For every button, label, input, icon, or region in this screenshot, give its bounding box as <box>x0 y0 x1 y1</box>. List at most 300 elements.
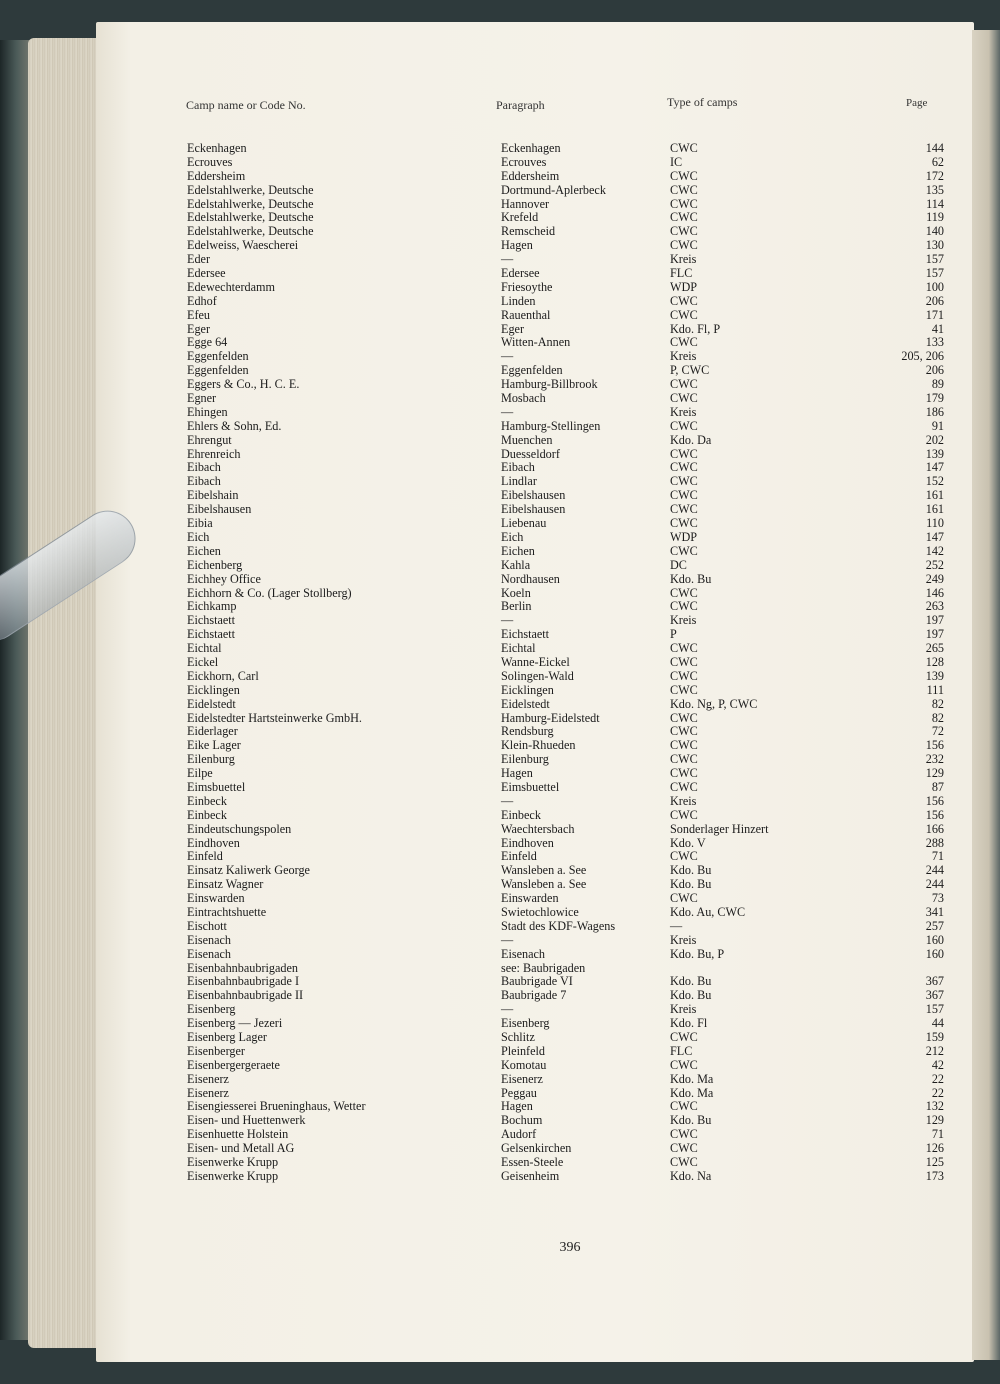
table-row <box>0 795 1000 809</box>
table-row <box>0 1017 1000 1031</box>
camp-type-cell: CWC <box>670 238 698 253</box>
page-ref-cell: 100 <box>925 279 944 294</box>
camp-name-cell: Egge 64 <box>187 335 228 350</box>
camp-name-cell: Eisenbahnbaubrigade II <box>187 988 304 1003</box>
page-ref-cell: 161 <box>925 488 944 503</box>
paragraph-cell: Waechtersbach <box>501 821 575 836</box>
paragraph-cell: Linden <box>501 293 536 308</box>
camp-type-cell: DC <box>670 557 687 572</box>
camp-type-cell: CWC <box>670 488 698 503</box>
table-row <box>0 1100 1000 1114</box>
camp-type-cell: Kdo. Bu, P <box>670 946 725 961</box>
table-row <box>0 684 1000 698</box>
paragraph-cell: Eggenfelden <box>501 363 563 378</box>
camp-name-cell: Eisenbahnbaubrigade I <box>187 974 300 989</box>
camp-name-cell: Eibelshain <box>187 488 239 503</box>
page-ref-cell: 140 <box>925 224 944 239</box>
table-row <box>0 614 1000 628</box>
table-row <box>0 962 1000 976</box>
table-row <box>0 239 1000 253</box>
camp-name-cell: Eggenfelden <box>187 363 249 378</box>
camp-name-cell: Edelstahlwerke, Deutsche <box>187 224 314 239</box>
paragraph-cell: Eisenerz <box>501 1071 543 1086</box>
table-row <box>0 336 1000 350</box>
camp-name-cell: Eindeutschungspolen <box>187 821 292 836</box>
table-row <box>0 975 1000 989</box>
table-row <box>0 1031 1000 1045</box>
column-header-page: Page <box>906 97 928 109</box>
table-row <box>0 934 1000 948</box>
camp-name-cell: Eisenberg Lager <box>187 1030 267 1044</box>
table-row <box>0 1142 1000 1156</box>
column-header-camp-name: Camp name or Code No. <box>186 98 306 112</box>
page-ref-cell: 130 <box>925 238 944 253</box>
page-ref-cell: 205, 206 <box>901 349 944 364</box>
page-ref-cell: 197 <box>925 613 944 628</box>
camp-type-cell: Kreis <box>670 404 697 419</box>
camp-type-cell: P, CWC <box>670 363 710 378</box>
page-ref-cell: 367 <box>925 974 944 989</box>
camp-name-cell: Edersee <box>187 266 226 281</box>
page-ref-cell: 249 <box>925 571 944 586</box>
table-row <box>0 142 1000 156</box>
paragraph-cell: Eichtal <box>501 641 536 656</box>
paragraph-cell: Witten-Annen <box>501 335 571 350</box>
camp-type-cell: CWC <box>670 377 698 392</box>
page-ref-cell: 114 <box>926 196 944 211</box>
paragraph-cell: Komotau <box>501 1057 547 1072</box>
table-row <box>0 573 1000 587</box>
table-row <box>0 628 1000 642</box>
page-ref-cell: 125 <box>925 1155 944 1170</box>
camp-name-cell: Edhof <box>187 293 217 308</box>
camp-type-cell: Kdo. Na <box>670 1168 712 1183</box>
camp-type-cell: CWC <box>670 585 698 600</box>
camp-type-cell: Kdo. Bu <box>670 974 712 989</box>
paragraph-cell: Eimsbuettel <box>501 779 560 794</box>
camp-name-cell: Eisenerz <box>187 1071 229 1086</box>
table-row <box>0 225 1000 239</box>
page-ref-cell: 132 <box>925 1099 944 1114</box>
camp-name-cell: Eilpe <box>187 766 213 781</box>
table-row <box>0 878 1000 892</box>
camp-name-cell: Eibach <box>187 474 221 489</box>
camp-name-cell: Eichkamp <box>187 599 237 614</box>
camp-name-cell: Eibelshausen <box>187 502 252 517</box>
camp-type-cell: Kdo. Bu <box>670 571 712 586</box>
table-row <box>0 211 1000 225</box>
table-row <box>0 1059 1000 1073</box>
table-row <box>0 781 1000 795</box>
paragraph-cell: Berlin <box>501 599 532 614</box>
page-ref-cell: 91 <box>931 418 944 433</box>
paragraph-cell: Eisenach <box>501 946 545 961</box>
table-row <box>0 198 1000 212</box>
page-ref-cell: 82 <box>931 696 944 711</box>
camp-name-cell: Eimsbuettel <box>187 779 246 794</box>
camp-type-cell: P <box>670 627 677 642</box>
camp-name-cell: Eibia <box>187 516 213 531</box>
paragraph-cell: Eilenburg <box>501 752 549 767</box>
paragraph-cell: Bochum <box>501 1113 543 1128</box>
paragraph-cell: Eindhoven <box>501 835 554 850</box>
camp-name-cell: Eichenberg <box>187 557 243 572</box>
camp-name-cell: Eggers & Co., H. C. E. <box>187 377 300 392</box>
table-row <box>0 170 1000 184</box>
table-row <box>0 364 1000 378</box>
paragraph-cell: Friesoythe <box>501 279 553 294</box>
paragraph-cell: Swietochlowice <box>501 904 579 919</box>
page-ref-cell: 71 <box>931 1127 944 1142</box>
camp-type-cell: CWC <box>670 168 698 183</box>
page-ref-cell: 142 <box>925 543 944 558</box>
table-row <box>0 1114 1000 1128</box>
table-row <box>0 739 1000 753</box>
camp-name-cell: Eisenberg <box>187 1002 236 1017</box>
camp-name-cell: Einsatz Wagner <box>187 877 264 892</box>
camp-type-cell: Kdo. Ng, P, CWC <box>670 696 758 711</box>
camp-name-cell: Eichhey Office <box>187 571 261 586</box>
camp-type-cell: Kreis <box>670 1002 697 1017</box>
camp-type-cell: Kreis <box>670 793 697 808</box>
camp-type-cell: Kdo. Bu <box>670 1113 712 1128</box>
paragraph-cell: — <box>501 252 514 267</box>
camp-name-cell: Einsatz Kaliwerk George <box>187 863 310 878</box>
camp-type-cell: CWC <box>670 502 698 517</box>
page-ref-cell: 139 <box>925 446 944 461</box>
page-ref-cell: 44 <box>931 1016 944 1031</box>
paragraph-cell: Eibach <box>501 460 535 475</box>
page-ref-cell: 252 <box>925 557 944 572</box>
paragraph-cell: Edersee <box>501 266 540 281</box>
camp-name-cell: Eisenach <box>187 946 231 961</box>
table-row <box>0 392 1000 406</box>
table-row <box>0 448 1000 462</box>
camp-type-cell: IC <box>670 154 683 169</box>
table-row <box>0 323 1000 337</box>
table-row <box>0 1087 1000 1101</box>
paragraph-cell: — <box>501 1002 514 1017</box>
page-ref-cell: 171 <box>925 307 944 322</box>
page-ref-cell: 160 <box>925 932 944 947</box>
table-row <box>0 420 1000 434</box>
camp-type-cell: CWC <box>670 446 698 461</box>
page-ref-cell: 202 <box>925 432 944 447</box>
page-number: 396 <box>559 1240 581 1255</box>
column-header-type: Type of camps <box>667 95 738 109</box>
camp-type-cell: CWC <box>670 1155 698 1170</box>
paragraph-cell: Eddersheim <box>501 168 560 183</box>
page-ref-cell: 173 <box>925 1168 944 1183</box>
page-ref-cell: 147 <box>925 460 944 475</box>
page-ref-cell: 156 <box>925 793 944 808</box>
paragraph-cell: Essen-Steele <box>501 1155 564 1170</box>
camp-type-cell: CWC <box>670 418 698 433</box>
camp-name-cell: Eintrachtshuette <box>187 904 267 919</box>
page-ref-cell: 119 <box>926 210 944 225</box>
camp-name-cell: Ehrengut <box>187 432 232 447</box>
paragraph-cell: Lindlar <box>501 474 537 489</box>
table-row <box>0 920 1000 934</box>
table-row <box>0 503 1000 517</box>
camp-name-cell: Eischott <box>187 918 227 933</box>
table-row <box>0 406 1000 420</box>
camp-name-cell: Eichstaett <box>187 613 236 628</box>
page-ref-cell: 111 <box>926 682 944 697</box>
paragraph-cell: Baubrigade 7 <box>501 988 567 1003</box>
paragraph-cell: Baubrigade VI <box>501 974 573 989</box>
camp-name-cell: Einswarden <box>187 891 245 906</box>
page-ref-cell: 257 <box>925 918 944 933</box>
paragraph-cell: Eckenhagen <box>501 141 561 155</box>
table-row <box>0 295 1000 309</box>
page-ref-cell: 22 <box>931 1071 944 1086</box>
paragraph-cell: Eich <box>501 529 524 544</box>
camp-name-cell: Eisenhuette Holstein <box>187 1127 289 1142</box>
paragraph-cell: Krefeld <box>501 210 539 225</box>
page-ref-cell: 159 <box>925 1030 944 1044</box>
paragraph-cell: Mosbach <box>501 391 546 406</box>
page-ref-cell: 166 <box>925 821 944 836</box>
camp-type-cell: Kreis <box>670 252 697 267</box>
page-ref-cell: 42 <box>931 1057 944 1072</box>
table-row <box>0 698 1000 712</box>
paragraph-cell: Eisenberg <box>501 1016 550 1031</box>
camp-type-cell: CWC <box>670 307 698 322</box>
camp-type-cell: CWC <box>670 474 698 489</box>
paragraph-cell: Hannover <box>501 196 550 211</box>
page-ref-cell: 126 <box>925 1141 944 1156</box>
camp-name-cell: Eichtal <box>187 641 222 656</box>
camp-name-cell: Eisenbergergeraete <box>187 1057 280 1072</box>
camp-name-cell: Ehlers & Sohn, Ed. <box>187 418 282 433</box>
paragraph-cell: Einfeld <box>501 849 537 864</box>
camp-name-cell: Eickhorn, Carl <box>187 668 259 683</box>
paragraph-cell: Hagen <box>501 1099 533 1114</box>
table-row <box>0 642 1000 656</box>
camp-name-cell: Eichen <box>187 543 221 558</box>
camp-name-cell: Eike Lager <box>187 738 241 753</box>
camp-name-cell: Eisenberger <box>187 1043 245 1058</box>
paragraph-cell: Ecrouves <box>501 154 547 169</box>
page-ref-cell: 265 <box>925 641 944 656</box>
camp-type-cell: CWC <box>670 849 698 864</box>
camp-type-cell: CWC <box>670 460 698 475</box>
camp-type-cell: CWC <box>670 807 698 822</box>
page-ref-cell: 244 <box>925 863 944 878</box>
camp-type-cell: Kdo. Fl, P <box>670 321 721 336</box>
table-row <box>0 253 1000 267</box>
camp-name-cell: Eicklingen <box>187 682 240 697</box>
camp-type-cell: Kdo. V <box>670 835 706 850</box>
camp-type-cell: CWC <box>670 891 698 906</box>
page-ref-cell: 172 <box>925 168 944 183</box>
table-row <box>0 489 1000 503</box>
page-ref-cell: 128 <box>925 654 944 669</box>
camp-name-cell: Eidelstedt <box>187 696 236 711</box>
camp-type-cell: WDP <box>670 529 698 544</box>
page-ref-cell: 244 <box>925 877 944 892</box>
camp-type-cell: CWC <box>670 1141 698 1156</box>
table-row <box>0 809 1000 823</box>
camp-type-cell: CWC <box>670 391 698 406</box>
camp-type-cell: CWC <box>670 654 698 669</box>
camp-type-cell: CWC <box>670 682 698 697</box>
paragraph-cell: Geisenheim <box>501 1168 560 1183</box>
table-row <box>0 850 1000 864</box>
camp-type-cell: CWC <box>670 641 698 656</box>
page-ref-cell: 341 <box>925 904 944 919</box>
paragraph-cell: — <box>501 793 514 808</box>
page-ref-cell: 288 <box>925 835 944 850</box>
page-ref-cell: 41 <box>931 321 944 336</box>
camp-type-cell: CWC <box>670 1030 698 1044</box>
page-ref-cell: 156 <box>925 738 944 753</box>
camp-type-cell: CWC <box>670 196 698 211</box>
camp-name-cell: Eger <box>187 321 211 336</box>
table-row <box>0 309 1000 323</box>
camp-type-cell: CWC <box>670 210 698 225</box>
page-ref-cell: 161 <box>925 502 944 517</box>
camp-name-cell: Ecrouves <box>187 154 233 169</box>
camp-name-cell: Edewechterdamm <box>187 279 275 294</box>
camp-name-cell: Eichstaett <box>187 627 236 642</box>
camp-name-cell: Eckenhagen <box>187 141 247 155</box>
paragraph-cell: — <box>501 613 514 628</box>
camp-name-cell: Eibach <box>187 460 221 475</box>
table-row <box>0 184 1000 198</box>
camp-name-cell: Eggenfelden <box>187 349 249 364</box>
paragraph-cell: — <box>501 932 514 947</box>
camp-name-cell: Einbeck <box>187 793 227 808</box>
page-ref-cell: 62 <box>931 154 944 169</box>
paragraph-cell: Wansleben a. See <box>501 863 587 878</box>
camp-type-cell: CWC <box>670 293 698 308</box>
table-row <box>0 767 1000 781</box>
paragraph-cell: Schlitz <box>501 1030 535 1044</box>
paragraph-cell: Stadt des KDF-Wagens <box>501 918 616 933</box>
camp-type-cell: CWC <box>670 779 698 794</box>
table-row <box>0 531 1000 545</box>
camp-name-cell: Ehingen <box>187 404 228 419</box>
paragraph-cell: Remscheid <box>501 224 556 239</box>
page-ref-cell: 186 <box>925 404 944 419</box>
page-ref-cell: 157 <box>925 252 944 267</box>
camp-type-cell: Kdo. Fl <box>670 1016 708 1031</box>
camp-type-cell: Kdo. Bu <box>670 877 712 892</box>
page-ref-cell: 129 <box>925 766 944 781</box>
camp-name-cell: Egner <box>187 391 217 406</box>
page-ref-cell: 156 <box>925 807 944 822</box>
table-row <box>0 378 1000 392</box>
camp-type-cell: CWC <box>670 182 698 197</box>
paragraph-cell: Nordhausen <box>501 571 560 586</box>
table-row <box>0 281 1000 295</box>
page-ref-cell: 206 <box>925 363 944 378</box>
page-ref-cell: 110 <box>926 516 944 531</box>
paragraph-cell: Rendsburg <box>501 724 554 739</box>
page-ref-cell: 160 <box>925 946 944 961</box>
camp-type-cell: CWC <box>670 224 698 239</box>
paragraph-cell: Einswarden <box>501 891 559 906</box>
camp-name-cell: Ehrenreich <box>187 446 241 461</box>
camp-type-cell: Kdo. Bu <box>670 988 712 1003</box>
camp-type-cell: CWC <box>670 668 698 683</box>
camp-name-cell: Eichhorn & Co. (Lager Stollberg) <box>187 585 352 600</box>
table-row <box>0 837 1000 851</box>
paragraph-cell: Wansleben a. See <box>501 877 587 892</box>
page-ref-cell: 263 <box>925 599 944 614</box>
table-row <box>0 1073 1000 1087</box>
paragraph-cell: Gelsenkirchen <box>501 1141 572 1156</box>
table-row <box>0 156 1000 170</box>
camp-name-cell: Edelstahlwerke, Deutsche <box>187 182 314 197</box>
page-ref-cell: 22 <box>931 1085 944 1100</box>
table-row <box>0 545 1000 559</box>
camp-type-cell: Kdo. Ma <box>670 1071 714 1086</box>
page-ref-cell: 179 <box>925 391 944 406</box>
paragraph-cell: Eichen <box>501 543 535 558</box>
camp-type-cell: CWC <box>670 1127 698 1142</box>
camp-name-cell: Eisenbahnbaubrigaden <box>187 960 299 975</box>
camp-type-cell: FLC <box>670 1043 693 1058</box>
table-row <box>0 267 1000 281</box>
camp-type-cell: Kdo. Bu <box>670 863 712 878</box>
paragraph-cell: see: Baubrigaden <box>501 960 586 975</box>
camp-type-cell: — <box>670 918 683 933</box>
page-ref-cell: 144 <box>925 141 944 155</box>
column-header-paragraph: Paragraph <box>496 98 545 112</box>
camp-name-cell: Eich <box>187 529 210 544</box>
camp-type-cell: Sonderlager Hinzert <box>670 821 769 836</box>
paragraph-cell: Eibelshausen <box>501 502 566 517</box>
paragraph-cell: Einbeck <box>501 807 541 822</box>
paragraph-cell: Hamburg-Stellingen <box>501 418 601 433</box>
paragraph-cell: Dortmund-Aplerbeck <box>501 182 606 197</box>
paragraph-cell: Klein-Rhueden <box>501 738 576 753</box>
camp-type-cell: CWC <box>670 516 698 531</box>
page-ref-cell: 133 <box>925 335 944 350</box>
page-ref-cell: 72 <box>931 724 944 739</box>
table-row <box>0 1128 1000 1142</box>
page-ref-cell: 139 <box>925 668 944 683</box>
page-ref-cell: 89 <box>931 377 944 392</box>
camp-name-cell: Einbeck <box>187 807 227 822</box>
table-row <box>0 475 1000 489</box>
page-ref-cell: 157 <box>925 266 944 281</box>
camp-type-cell: Kreis <box>670 613 697 628</box>
page-ref-cell: 197 <box>925 627 944 642</box>
camp-type-cell: Kdo. Au, CWC <box>670 904 746 919</box>
table-row <box>0 434 1000 448</box>
paragraph-cell: Eibelshausen <box>501 488 566 503</box>
page-ref-cell: 212 <box>925 1043 944 1058</box>
camp-type-cell: CWC <box>670 543 698 558</box>
camp-type-cell: FLC <box>670 266 693 281</box>
table-row <box>0 892 1000 906</box>
camp-name-cell: Eisenach <box>187 932 231 947</box>
camp-name-cell: Eiderlager <box>187 724 238 739</box>
page-ref-cell: 71 <box>931 849 944 864</box>
paragraph-cell: Wanne-Eickel <box>501 654 570 669</box>
camp-name-cell: Eisenwerke Krupp <box>187 1168 279 1183</box>
table-row <box>0 712 1000 726</box>
table-row <box>0 350 1000 364</box>
camp-type-cell: CWC <box>670 724 698 739</box>
camp-type-cell: CWC <box>670 710 698 725</box>
table-row <box>0 1170 1000 1184</box>
camp-type-cell: CWC <box>670 738 698 753</box>
